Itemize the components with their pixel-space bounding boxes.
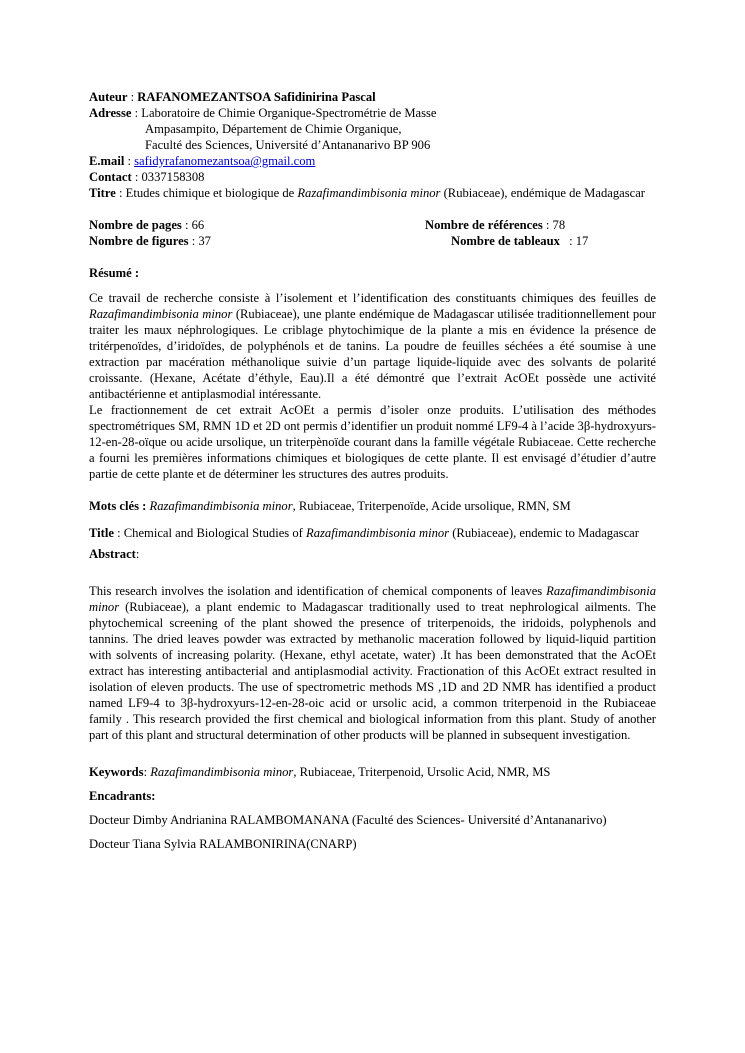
abstract-text-a: This research involves the isolation and identification of chemical components of leaves [89, 584, 547, 598]
title-en-sep: : [113, 526, 124, 540]
contact-line [89, 169, 656, 185]
figures-label: Nombre de figures [89, 234, 189, 248]
email-sep: : [124, 154, 135, 168]
address-line-1 [89, 105, 656, 121]
address-text-1: Laboratoire de Chimie Organique-Spectrométrie de Masse [141, 106, 437, 120]
resume-p1-species: Razafimandimbisonia minor [89, 307, 233, 321]
keywords-rest: , Rubiaceae, Triterpenoid, Ursolic Acid, NMR, MS [293, 765, 551, 779]
mots-cles-species: Razafimandimbisonia minor [149, 499, 293, 513]
resume-paragraph-1 [89, 290, 656, 402]
refs-count [425, 217, 565, 233]
tables-count [451, 233, 588, 249]
contact-value: 0337158308 [141, 170, 205, 184]
resume-p1-b: (Rubiaceae), une plante endémique de Madagascar utilisée traditionnellement pour traiter les maux néphrologiques. Le criblage phytochimique de la plante a mis en évidence la présence de tritérpenoïdes, d’iridoïdes, de polyphénols et de tanins. La poudre de feuilles séchées a été soumise à une extraction par macération méthanolique suivie d’un partage liquide-liquide avec des solvants de polarité croissante. (Hexane, Acétate d’éthyle, Eau).Il a été démontré que l’extrait AcOEt possède une activité antibactérienne et antiplasmodial intéressante. [89, 307, 657, 401]
abstract-heading [89, 546, 656, 562]
keywords-species: Razafimandimbisonia minor [150, 765, 294, 779]
title-en-paragraph [89, 523, 656, 544]
titre-after: (Rubiaceae), endémique de Madagascar [440, 186, 645, 200]
titre-species: Razafimandimbisonia minor [297, 186, 441, 200]
titre-sep: : [115, 186, 126, 200]
title-en-species: Razafimandimbisonia minor [306, 526, 450, 540]
address-sep: : [131, 106, 142, 120]
abstract-label: Abstract [89, 547, 136, 561]
counts-row-2 [89, 233, 656, 249]
titre-paragraph [89, 185, 656, 201]
contact-label: Contact [89, 170, 132, 184]
contact-sep: : [131, 170, 142, 184]
title-en-before: Chemical and Biological Studies of [123, 526, 306, 540]
author-sep: : [127, 90, 138, 104]
email-link[interactable]: safidyrafanomezantsoa@gmail.com [134, 154, 316, 168]
address-line-2: Ampasampito, Département de Chimie Organique, [145, 122, 402, 136]
abstract-colon: : [135, 547, 140, 561]
figures-value: : 37 [188, 234, 211, 248]
encadrant-1: Docteur Dimby Andrianina RALAMBOMANANA (Faculté des Sciences- Université d’Antananarivo) [89, 813, 607, 827]
tables-label: Nombre de tableaux [451, 234, 560, 248]
document-page [89, 89, 656, 852]
refs-label: Nombre de références [425, 218, 543, 232]
abstract-text-b: (Rubiaceae), a plant endemic to Madagascar traditionally used to treat nephrological ailments. The phytochemical screening of the plant showed the presence of triterpenoids, the iridoids, polyphenols and tannins. The dried leaves powder was extracted by methanolic maceration followed by liquid-liquid partition with solvents of increasing polarity. (Hexane, ethyl acetate, water) .It has been demonstrated that the AcOEt extract has interesting antibacterial and antiplasmodial activity. Fractionation of this AcOEt extract resulted in isolation of eleven products. The use of spectrometric methods MS ,1D and 2D NMR has identified a product named LF9-4 to 3β-hydroxyurs-12-en-28-oic acid or ursolic acid, a common triterpenoid in the Rubiaceae family . This research provided the first chemical and biological information from this plant. Study of another part of this plant and structural determination of other products will be planned in subsequent investigation. [89, 600, 656, 742]
title-en-after: (Rubiaceae), endemic to Madagascar [449, 526, 639, 540]
encadrant-2: Docteur Tiana Sylvia RALAMBONIRINA(CNARP) [89, 837, 357, 851]
keywords-sep: : [143, 765, 151, 779]
abstract-paragraph [89, 583, 656, 743]
tables-value: : 17 [565, 234, 589, 248]
figures-count [89, 234, 211, 248]
pages-count [89, 218, 204, 232]
email-label: E.mail [89, 154, 125, 168]
author-label: Auteur [89, 90, 128, 104]
email-line [89, 153, 656, 169]
address-label: Adresse [89, 106, 132, 120]
mots-cles-rest: , Rubiaceae, Triterpenoïde, Acide ursolique, RMN, SM [292, 499, 571, 513]
author-name: RAFANOMEZANTSOA Safidinirina Pascal [137, 90, 376, 104]
keywords-line [89, 764, 656, 780]
counts-row-1 [89, 217, 656, 233]
address-line-3: Faculté des Sciences, Université d’Antananarivo BP 906 [145, 138, 431, 152]
abstract-species: Razafimandimbisonia minor [89, 584, 656, 614]
titre-before: Etudes chimique et biologique de [125, 186, 298, 200]
pages-label: Nombre de pages [89, 218, 182, 232]
author-line [89, 89, 656, 105]
resume-paragraph-2: Le fractionnement de cet extrait AcOEt a permis d’isoler onze produits. L’utilisation des méthodes spectrométriques SM, RMN 1D et 2D ont permis d’identifier un produit nommé LF9-4 à l’acide 3β-hydroxyurs-12-en-28-oïque ou acide ursolique, un triterpènoïde courant dans la famille végétale Rubiaceae. Cette recherche a fourni les premières informations chimiques et biologiques de cette plante. Il est envisagé d’étudier d’autre partie de cette plante et de déterminer les structures des autres produits. [89, 403, 656, 481]
encadrants-heading: Encadrants: [89, 789, 156, 803]
titre-label: Titre [89, 186, 116, 200]
resume-heading: Résumé : [89, 266, 140, 280]
mots-cles-label: Mots clés : [89, 499, 147, 513]
keywords-label: Keywords [89, 765, 144, 779]
refs-value: : 78 [542, 218, 566, 232]
resume-p1-a: Ce travail de recherche consiste à l’isolement et l’identification des constituants chimiques des feuilles de [89, 291, 656, 305]
mots-cles-line [89, 498, 656, 514]
pages-value: : 66 [181, 218, 205, 232]
title-en-label: Title [89, 526, 114, 540]
